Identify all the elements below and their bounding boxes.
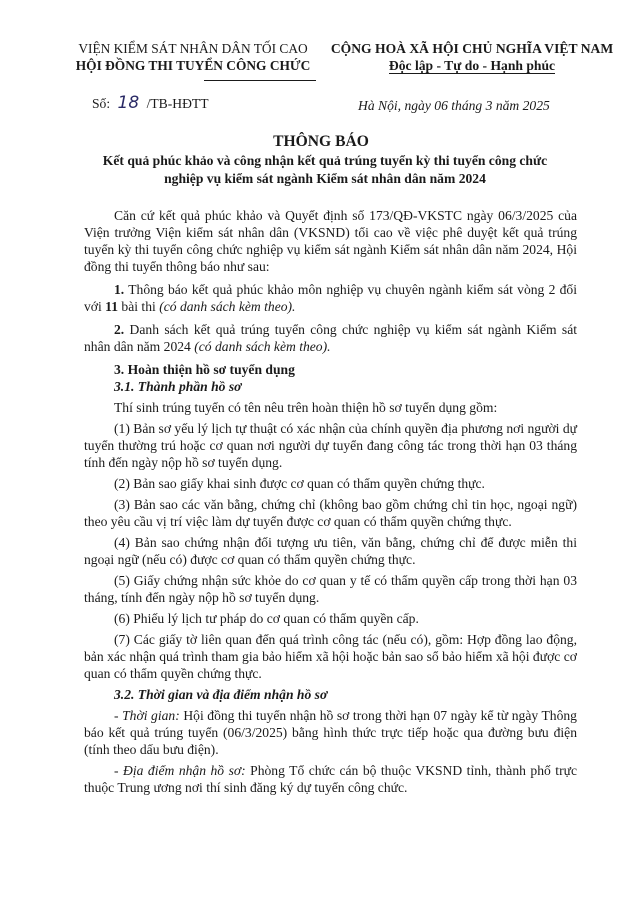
required-doc-5: (5) Giấy chứng nhận sức khỏe do cơ quan y tế có thẩm quyền cấp trong thời hạn 03 tháng, tính đến ngày nộp hồ sơ tuyển dụng. (84, 573, 577, 605)
submission-time (84, 707, 577, 758)
section-3-1-lead: Thí sinh trúng tuyển có tên nêu trên hoàn thiện hồ sơ tuyển dụng gồm: (114, 400, 498, 415)
council-name: HỘI ĐỒNG THI TUYỂN CÔNG CHỨC (75, 58, 311, 73)
item-1 (84, 281, 577, 315)
section-3-2-heading: 3.2. Thời gian và địa điểm nhận hồ sơ (114, 687, 328, 702)
required-doc-1: (1) Bản sơ yếu lý lịch tự thuật có xác nhận của chính quyền địa phương nơi người dự tuyển thường trú hoặc cơ quan nơi người dự tuyển đang công tác trong thời hạn 03 tháng tính đến ngày nộp hồ sơ tuyển dụng. (84, 421, 577, 470)
document-title: THÔNG BÁO (273, 133, 369, 150)
section-3-heading: 3. Hoàn thiện hồ sơ tuyển dụng (114, 362, 295, 377)
submission-place-text: Phòng Tổ chức cán bộ thuộc VKSND tỉnh, thành phố trực thuộc Trung ương nơi thí sinh đăng ký dự tuyển công chức. (84, 763, 577, 795)
submission-time-label: - Thời gian: (114, 708, 180, 723)
document-body (84, 207, 577, 796)
document-subtitle: Kết quả phúc khảo và công nhận kết quả trúng tuyển kỳ thi tuyển công chức nghiệp vụ kiểm sát ngành Kiểm sát nhân dân năm 2024 (102, 153, 548, 186)
section-3-1-heading: 3.1. Thành phần hồ sơ (114, 379, 242, 394)
submission-place (84, 762, 577, 796)
doc-number-prefix: Số: (92, 96, 111, 111)
required-doc-4: (4) Bản sao chứng nhận đối tượng ưu tiên, văn bằng, chứng chỉ để được miễn thi ngoại ngữ (nếu có) được cơ quan có thẩm quyền chứng thực. (84, 535, 577, 567)
doc-number-suffix: /TB-HĐTT (146, 96, 209, 111)
required-doc-2: (2) Bản sao giấy khai sinh được cơ quan có thẩm quyền chứng thực. (114, 476, 485, 491)
item-2-note: (có danh sách kèm theo). (194, 339, 331, 354)
required-doc-6: (6) Phiếu lý lịch tư pháp do cơ quan có thẩm quyền cấp. (114, 611, 419, 626)
item-1-text: Thông báo kết quả phúc khảo môn nghiệp vụ chuyên ngành kiểm sát vòng 2 đối với (84, 282, 577, 314)
document-number (92, 95, 209, 112)
item-1-count: 11 (105, 299, 119, 314)
item-1-note: (có danh sách kèm theo). (159, 299, 296, 314)
submission-place-label: - Địa điểm nhận hồ sơ: (114, 763, 246, 778)
issuer-divider (204, 80, 316, 81)
required-doc-3: (3) Bản sao các văn bằng, chứng chỉ (không bao gồm chứng chỉ tin học, ngoại ngữ) theo yêu cầu vị trí việc làm dự tuyển được cơ quan có thẩm quyền chứng thực. (84, 497, 577, 529)
required-doc-7: (7) Các giấy tờ liên quan đến quá trình công tác (nếu có), gồm: Hợp đồng lao động, bản xác nhận quá trình tham gia bảo hiểm xã hội hoặc bản sao sổ bảo hiểm xã hội được cơ quan có thẩm quyền chứng thực. (84, 632, 577, 681)
item-1-number: 1. (114, 282, 125, 297)
national-motto-block (322, 40, 622, 74)
date-line: Hà Nội, ngày 06 tháng 3 năm 2025 (358, 98, 550, 113)
intro-paragraph: Căn cứ kết quả phúc khảo và Quyết định số 173/QĐ-VKSTC ngày 06/3/2025 của Viện trưởng Viện kiểm sát nhân dân (VKSND) tối cao về việc phê duyệt kết quả trúng tuyển kỳ thi tuyển công chức nghiệp vụ kiểm sát ngành Kiểm sát nhân dân năm 2024, Hội đồng thi tuyển thông báo như sau: (84, 208, 577, 274)
agency-name: VIỆN KIỂM SÁT NHÂN DÂN TỐI CAO (78, 41, 308, 56)
submission-time-text: Hội đồng thi tuyển nhận hồ sơ trong thời hạn 07 ngày kể từ ngày Thông báo kết quả trúng tuyển (06/3/2025) bằng hình thức trực tiếp hoặc qua đường bưu điện (tính theo dấu bưu điện). (84, 708, 577, 757)
item-2-text: Danh sách kết quả trúng tuyển công chức nghiệp vụ kiểm sát ngành Kiểm sát nhân dân năm 2024 (84, 322, 578, 354)
item-2 (84, 321, 577, 355)
motto: Độc lập - Tự do - Hạnh phúc (388, 58, 556, 73)
item-1-text-b: bài thi (121, 299, 156, 314)
item-2-number: 2. (114, 322, 125, 337)
doc-number-handwritten: 18 (117, 93, 140, 113)
nation-name: CỘNG HOÀ XÃ HỘI CHỦ NGHĨA VIỆT NAM (330, 41, 614, 56)
issuer-block (64, 40, 322, 74)
